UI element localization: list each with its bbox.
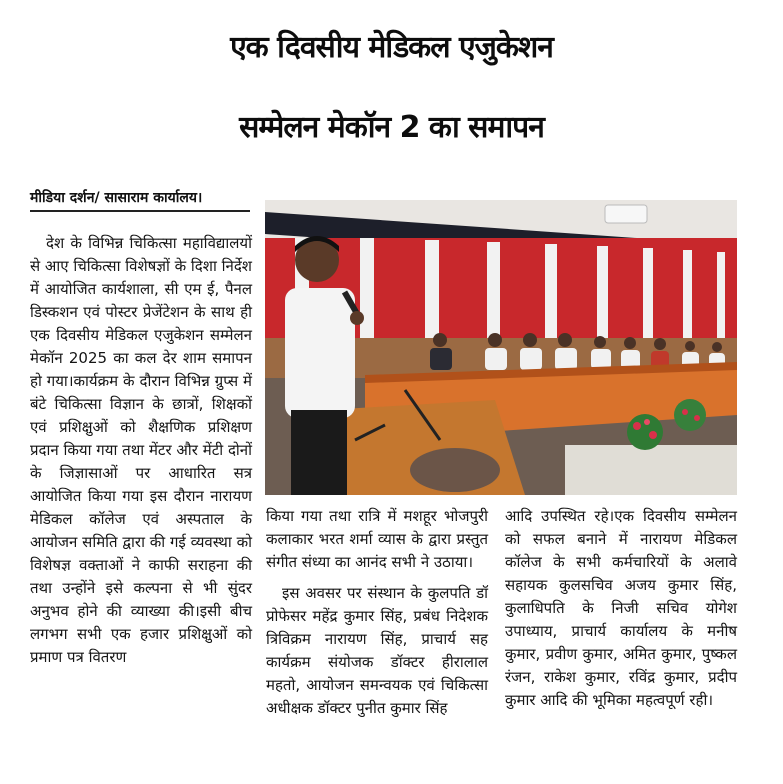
headline-line-2: सम्मेलन मेकॉन 2 का समापन xyxy=(239,110,544,145)
headline-line-1: एक दिवसीय मेडिकल एजुकेशन xyxy=(230,30,553,65)
byline-divider xyxy=(30,210,250,212)
conference-photo xyxy=(265,200,737,495)
article-paragraph: इस अवसर पर संस्थान के कुलपति डॉ प्रोफेसर महेंद्र कुमार सिंह, प्रबंध निदेशक त्रिविक्रम नारायण सिंह, प्राचार्य सह कार्यक्रम संयोजक डॉक्टर हीरालाल महतो, आयोजन समन्वयक एवं चिकित्सा अधीक्षक डॉक्टर पुनीत कुमार सिंह xyxy=(266,584,488,717)
article-paragraph: आदि उपस्थित रहे।एक दिवसीय सम्मेलन को सफल बनाने में नारायण मेडिकल कॉलेज के सभी कर्मचारियों के अलावे सहायक कुलसचिव अजय कुमार सिंह, कुलाधिपति के निजी सचिव योगेश उपाध्याय, प्राचार्य कार्यालय के मनीष कुमार, प्रवीण कुमार, अमित कुमार, पुष्कल रंजन, राकेश कुमार, रविंद्र कुमार, प्रदीप कुमार आदि की भूमिका महत्वपूर्ण रही। xyxy=(505,507,737,709)
article-column-1 xyxy=(30,232,252,669)
byline: मीडिया दर्शन/ सासाराम कार्यालय। xyxy=(30,190,203,206)
article-paragraph: किया गया तथा रात्रि में मशहूर भोजपुरी कलाकार भरत शर्मा व्यास के द्वारा प्रस्तुत संगीत संध्या का आनंद सभी ने उठाया। xyxy=(266,507,488,571)
conference-photo-illustration xyxy=(265,200,737,495)
article-column-3 xyxy=(505,505,737,712)
article-column-2 xyxy=(266,505,488,720)
article-paragraph: देश के विभिन्न चिकित्सा महाविद्यालयों से आए चिकित्सा विशेषज्ञों के दिशा निर्देश में आयोजित कार्यशाला, सी एम ई, पैनल डिस्कशन एवं पोस्टर प्रेजेंटेशन के साथ ही एक दिवसीय मेडिकल एजुकेशन सम्मेलन मेकॉन 2025 का कल देर शाम समापन हो गया।कार्यक्रम के दौरान विभिन्न ग्रुप्स में बंटे चिकित्सा विज्ञान के छात्रों, शिक्षकों एवं प्रशिक्षुओं को शैक्षणिक प्रशिक्षण प्रदान किया गया तथा मेंटर और मेंटी दोनों के जिज्ञासाओं पर आधारित सत्र आयोजित किया गया इस दौरान नारायण मेडिकल कॉलेज एवं अस्पताल के आयोजन समिति द्वारा की गई व्यवस्था को विशेषज्ञ वक्ताओं ने काफी सराहना की तथा उन्होंने इसे कल्पना से भी सुंदर अनुभव होने की व्याख्या की।इसी बीच लगभग सभी एक हजार प्रशिक्षुओं को प्रमाण पत्र वितरण xyxy=(30,234,252,666)
